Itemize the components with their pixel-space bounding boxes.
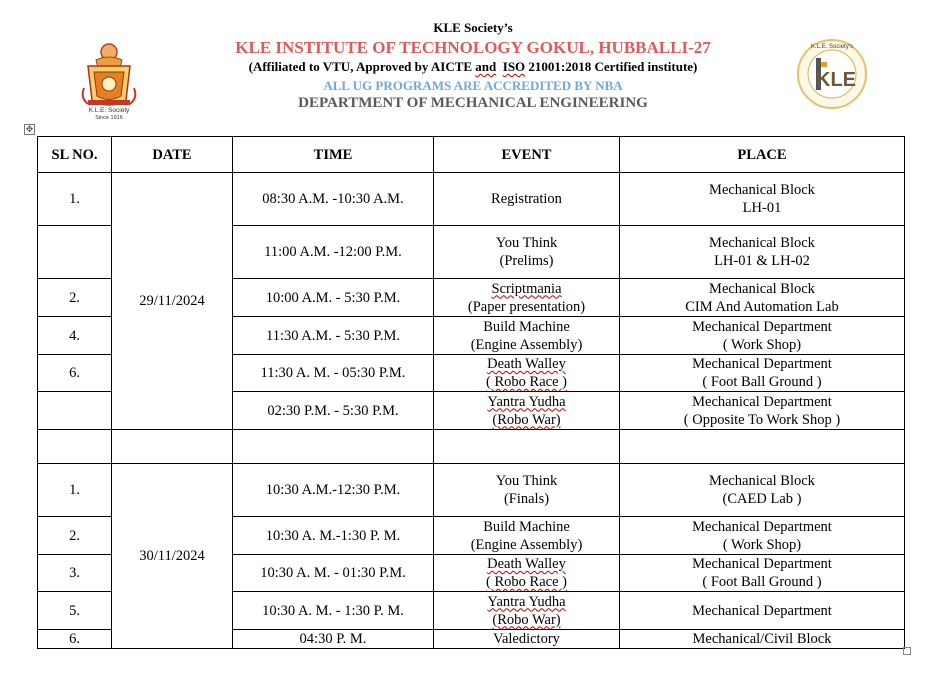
cell-line: ( Work Shop) [722,336,802,353]
event-cell [434,317,620,355]
time-cell: 11:30 A.M. - 5:30 P.M. [233,317,434,355]
date-cell: 29/11/2024 [112,173,233,430]
cell-line: Yantra Yudha [487,593,566,610]
cell-line: Death Walley [487,556,566,572]
cell-line: ( Robo Race ) [486,374,567,390]
place-cell [620,173,905,226]
kle-tech-logo [796,38,868,110]
place-cell [620,464,905,517]
table-resize-handle[interactable] [903,647,911,655]
header-sl-no: SL NO. [38,137,112,173]
cell-line: (Paper presentation) [467,298,586,315]
event-cell [434,517,620,555]
header-time: TIME [233,137,434,173]
kle-society-logo [74,38,144,120]
sl-no-cell: 4. [38,317,112,355]
place-cell [620,392,905,430]
institute-name: KLE INSTITUTE OF TECHNOLOGY GOKUL, HUBBALLI-27 [235,38,711,57]
event-cell [434,355,620,392]
event-cell [434,464,620,517]
cell-line: Valedictory [493,631,560,647]
place-cell [620,630,905,649]
time-cell: 10:00 A.M. - 5:30 P.M. [233,279,434,317]
cell-line: ( Robo Race ) [486,574,567,590]
cell-line: (Prelims) [499,253,554,269]
logo-right-mark: KLE [816,69,856,91]
table-move-handle-icon[interactable]: ✥ [25,124,34,134]
cell-line: Scriptmania [491,280,562,297]
event-schedule-table [37,136,905,649]
time-cell: 11:00 A.M. -12:00 P.M. [233,226,434,279]
cell-line: Yantra Yudha [487,393,566,410]
event-cell [434,226,620,279]
place-cell [620,555,905,592]
cell-line: Mechanical Department [692,318,832,335]
cell-line: (Finals) [503,491,550,507]
time-cell: 02:30 P.M. - 5:30 P.M. [233,392,434,430]
affiliation-text-1: (Affiliated to VTU, Approved by AICTE [248,59,476,74]
cell-line: Mechanical Department [692,518,832,535]
time-cell: 10:30 A. M.-1:30 P. M. [233,517,434,555]
cell-line: Mechanical Department [692,393,832,410]
time-cell: 10:30 A. M. - 01:30 P.M. [233,555,434,592]
cell-line: Mechanical Department [692,556,832,572]
place-cell [620,226,905,279]
cell-line: Mechanical Block [709,235,815,251]
place-cell [620,317,905,355]
table-row [38,173,905,226]
affiliation-and: and [475,59,497,74]
time-cell: 10:30 A. M. - 1:30 P. M. [233,592,434,630]
sl-no-cell [38,392,112,430]
cell-line: Mechanical Department [692,356,832,372]
sl-no-cell: 1. [38,173,112,226]
cell-line: (Engine Assembly) [470,536,583,553]
place-cell [620,517,905,555]
event-cell [434,392,620,430]
date-cell-empty [112,430,233,464]
affiliation-text-2: 21001:2018 Certified institute) [525,59,698,74]
sl-no-cell: 2. [38,517,112,555]
cell-line: Build Machine [483,318,570,335]
nba-accreditation: ALL UG PROGRAMS ARE ACCREDITED BY NBA [323,78,623,93]
logo-right-caption: K.L.E. Society’s [811,44,853,50]
cell-line: Mechanical/Civil Block [692,631,832,647]
cell-line: (Robo War) [492,611,561,628]
date-cell: 30/11/2024 [112,464,233,649]
cell-line: LH-01 [742,200,782,216]
event-cell [434,592,620,630]
cell-line: Mechanical Block [709,473,815,489]
time-cell [233,430,434,464]
sl-no-cell [38,226,112,279]
event-cell [434,430,620,464]
event-cell [434,630,620,649]
cell-line: ( Foot Ball Ground ) [702,574,822,590]
place-cell [620,592,905,630]
cell-line: You Think [495,473,558,489]
cell-line: You Think [495,235,558,251]
event-cell [434,279,620,317]
cell-line: ( Opposite To Work Shop ) [683,411,841,428]
cell-line: ( Foot Ball Ground ) [702,374,822,390]
time-cell: 08:30 A.M. -10:30 A.M. [233,173,434,226]
department-name: DEPARTMENT OF MECHANICAL ENGINEERING [298,95,648,111]
cell-line: (CAED Lab ) [722,491,802,507]
cell-line: Build Machine [483,518,570,535]
event-cell [434,555,620,592]
cell-line: (Engine Assembly) [470,336,583,353]
sl-no-cell: 6. [38,630,112,649]
cell-line: Mechanical Block [709,280,815,297]
place-cell [620,355,905,392]
sl-no-cell [38,430,112,464]
sl-no-cell: 3. [38,555,112,592]
place-cell [620,279,905,317]
table-header-row [38,137,905,173]
table-row [38,464,905,517]
header-place: PLACE [620,137,905,173]
cell-line: CIM And Automation Lab [685,298,839,315]
sl-no-cell: 2. [38,279,112,317]
logo-left-since: Since 1916 [95,115,123,120]
cell-line: Mechanical Department [692,602,832,619]
sl-no-cell: 5. [38,592,112,630]
logo-left-caption: K.L.E. Society [88,107,130,114]
header-date: DATE [112,137,233,173]
time-cell: 04:30 P. M. [233,630,434,649]
place-cell [620,430,905,464]
cell-line: LH-01 & LH-02 [714,253,810,269]
cell-line: ( Work Shop) [722,536,802,553]
cell-line: Death Walley [487,356,566,372]
sl-no-cell: 6. [38,355,112,392]
society-name: KLE Society’s [433,20,513,35]
header-event: EVENT [434,137,620,173]
sl-no-cell: 1. [38,464,112,517]
table-row [38,430,905,464]
cell-line: Registration [491,191,562,207]
time-cell: 11:30 A. M. - 05:30 P.M. [233,355,434,392]
affiliation-iso: ISO [502,59,526,74]
cell-line: (Robo War) [492,411,561,428]
event-cell [434,173,620,226]
time-cell: 10:30 A.M.-12:30 P.M. [233,464,434,517]
cell-line: Mechanical Block [709,182,815,198]
